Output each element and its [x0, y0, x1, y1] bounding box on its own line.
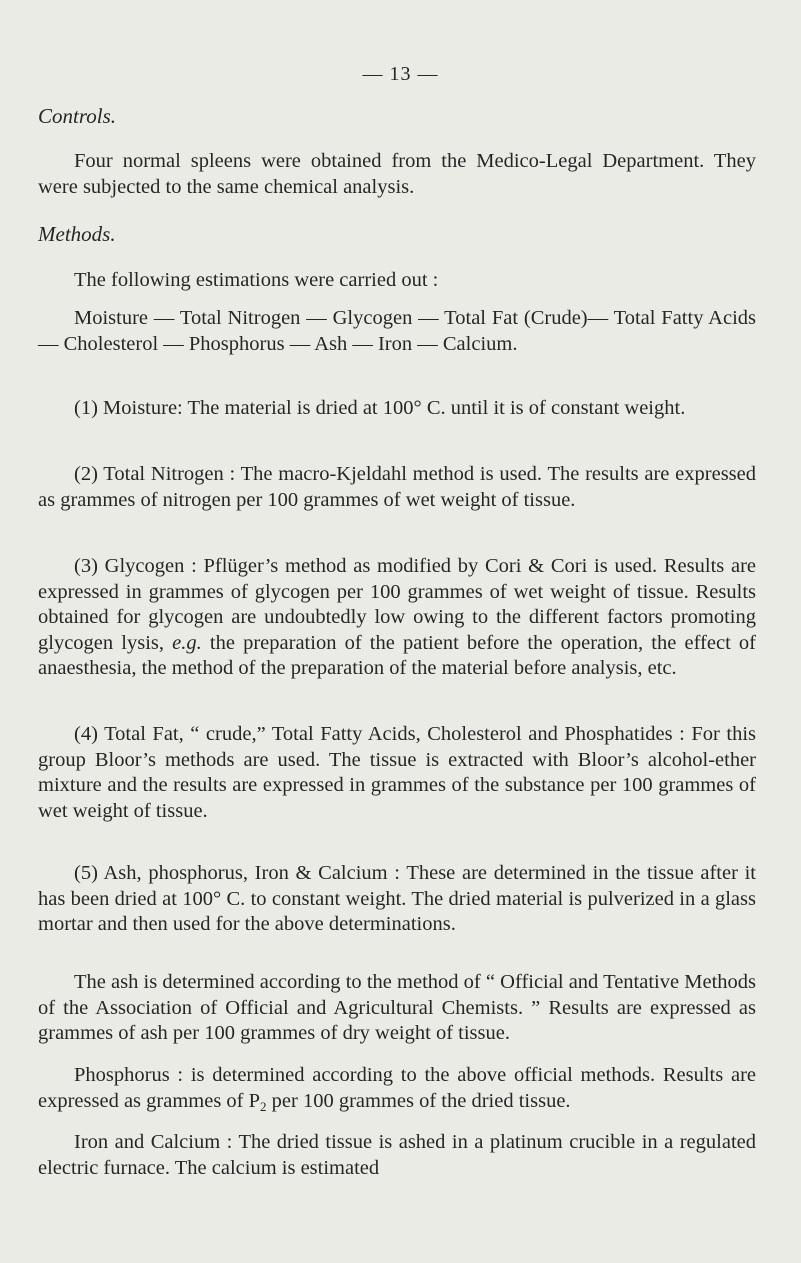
item-ash-phosphorus-iron-calcium: (5) Ash, phosphorus, Iron & Calcium : These are determined in the tissue after it has been dried at 100° C. to constant weight. The dried material is pulverized in a glass mortar and then used for the above determinations.: [38, 862, 756, 935]
item-glycogen: [38, 554, 756, 682]
phosphorus-text-b: per 100 grammes of the dried tissue.: [266, 1089, 571, 1112]
page-number: — 13 —: [362, 63, 439, 85]
methods-intro: The following estimations were carried out :: [74, 269, 439, 291]
glycogen-eg: e.g.: [172, 631, 202, 654]
controls-heading: Controls.: [38, 104, 116, 128]
controls-paragraph: Four normal spleens were obtained from the Medico-Legal Department. They were subjected to the same chemical analysis.: [38, 150, 756, 198]
item-total-nitrogen: (2) Total Nitrogen : The macro-Kjeldahl method is used. The results are expressed as grammes of nitrogen per 100 grammes of wet weight of tissue.: [38, 463, 756, 511]
methods-list: Moisture — Total Nitrogen — Glycogen — Total Fat (Crude)— Total Fatty Acids — Cholesterol — Phosphorus — Ash — Iron — Calcium.: [38, 307, 756, 355]
phosphorus-subscript: 2: [260, 1098, 267, 1114]
phosphorus-text-a: Phosphorus : is determined according to the above official methods. Results are expressed as grammes of P: [38, 1064, 756, 1112]
item-moisture: (1) Moisture: The material is dried at 100° C. until it is of constant weight.: [74, 397, 686, 419]
glycogen-text-b: the preparation of the patient before the operation, the effect of anaesthesia, the method of the preparation of the material before analysis, etc.: [38, 631, 756, 679]
phosphorus-paragraph: [38, 1063, 756, 1119]
iron-calcium-paragraph: Iron and Calcium : The dried tissue is ashed in a platinum crucible in a regulated electric furnace. The calcium is estimated: [38, 1131, 756, 1179]
item-total-fat: (4) Total Fat, “ crude,” Total Fatty Acids, Cholesterol and Phosphatides : For this group Bloor’s methods are used. The tissue is extracted with Bloor’s alcohol-ether mixture and the results are expressed in grammes of the substance per 100 grammes of wet weight of tissue.: [38, 723, 756, 822]
methods-heading: Methods.: [38, 222, 116, 246]
glycogen-text-a: (3) Glycogen : Pflüger’s method as modified by Cori & Cori is used. Results are expressed in grammes of glycogen per 100 grammes of wet weight of tissue. Results obtained for glycogen are undoubtedly low owing to the different factors promoting glycogen lysis,: [38, 555, 756, 654]
ash-method-paragraph: The ash is determined according to the method of “ Official and Tentative Methods of the Association of Official and Agricultural Chemists. ” Results are expressed as grammes of ash per 100 grammes of dry weight of tissue.: [38, 971, 756, 1044]
